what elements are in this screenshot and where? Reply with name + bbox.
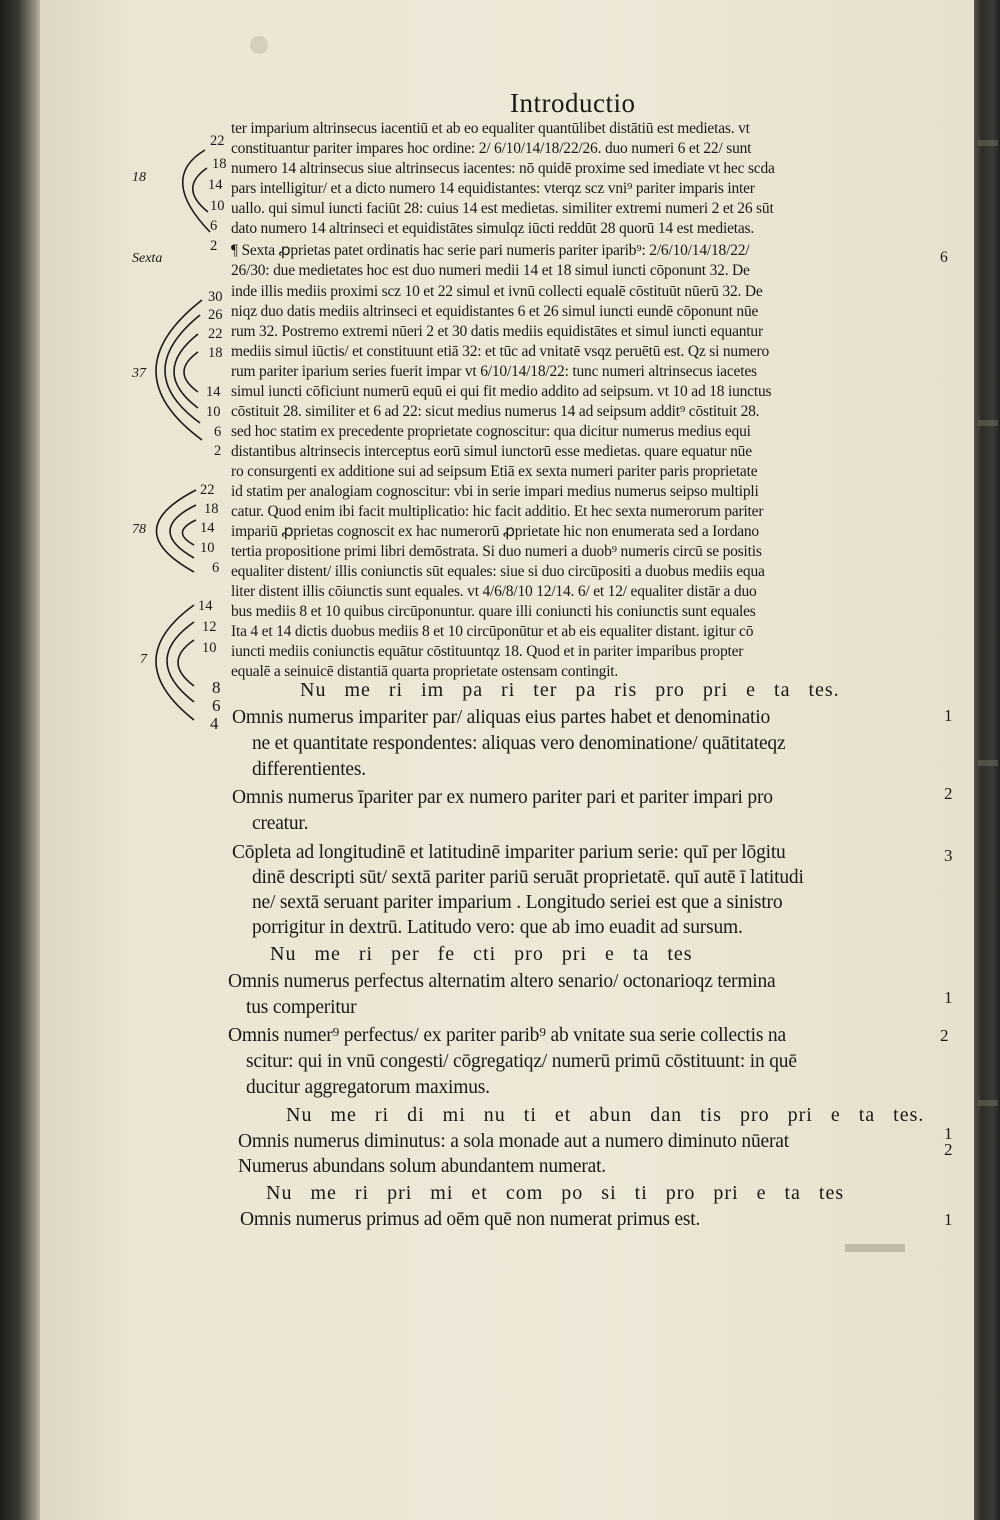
margin-note: 78 bbox=[132, 522, 146, 537]
text-line: distantibus altrinsecis interceptus eorū simul iunctorū esse medietas. quare equatur nūe bbox=[231, 443, 752, 460]
margin-note: Sexta bbox=[132, 251, 163, 266]
text-line: ne et quantitate respondentes: aliquas vero denominatione/ quātitateqz bbox=[252, 733, 786, 754]
diagram-number: 6 bbox=[210, 218, 218, 234]
text-line: Cōpleta ad longitudinē et latitudinē impariter parium serie: quī per lōgitu bbox=[232, 842, 786, 863]
diagram-number: 30 bbox=[208, 289, 223, 305]
text-line: ter imparium altrinsecus iacentiū et ab eo equaliter quantūlibet distātiū est medietas. vt bbox=[231, 120, 750, 137]
edge-mark bbox=[978, 420, 998, 426]
diagram-number: 22 bbox=[200, 482, 215, 498]
diagram-number: 18 bbox=[212, 156, 227, 172]
book-gutter bbox=[0, 0, 40, 1520]
text-line: 26/30: due medietates hoc est duo numeri medii 14 et 18 simul iuncti cōponunt 32. De bbox=[231, 262, 750, 279]
diagram-number: 10 bbox=[206, 404, 221, 420]
margin-number: 1 bbox=[944, 1124, 953, 1143]
diagram-number: 6 bbox=[212, 560, 220, 576]
text-line: Omnis numerus perfectus alternatim altero senario/ octonarioqz termina bbox=[228, 971, 776, 992]
diagram-number: 6 bbox=[212, 696, 221, 715]
ink-smudge bbox=[845, 1244, 905, 1252]
text-line: Ita 4 et 14 dictis duobus mediis 8 et 10 circūponūtur et ab eis equaliter distant. igitur cō bbox=[231, 623, 754, 640]
diagram-number: 18 bbox=[208, 345, 223, 361]
margin-note: 37 bbox=[132, 366, 146, 381]
running-head: Introductio bbox=[510, 88, 636, 118]
text-line: ne/ sextā seruant pariter imparium . Longitudo seriei est que a sinistro bbox=[252, 892, 783, 913]
diagram-number: 14 bbox=[208, 177, 223, 193]
diagram-number: 6 bbox=[214, 424, 222, 440]
diagram-number: 4 bbox=[210, 714, 219, 733]
text-line: cōstituit 28. similiter et 6 ad 22: sicut medius numerus 14 ad seipsum addit⁹ cōstituit 28. bbox=[231, 403, 760, 420]
text-line: rum 32. Postremo extremi nūeri 2 et 30 datis mediis equidistātes et simul iuncti equantur bbox=[231, 323, 763, 340]
diagram-number: 2 bbox=[210, 238, 218, 254]
margin-note: 7 bbox=[140, 652, 147, 667]
text-line: porrigitur in dextrū. Latitudo vero: que ab imo euadit ad sursum. bbox=[252, 917, 743, 938]
diagram-number: 26 bbox=[208, 307, 223, 323]
diagram-number: 14 bbox=[198, 598, 213, 614]
text-line: Omnis numer⁹ perfectus/ ex pariter parib⁹ ab vnitate sua serie collectis na bbox=[228, 1025, 786, 1046]
text-line: dinē descripti sūt/ sextā pariter pariū seruāt proprietatē. quī autē ī latitudi bbox=[252, 867, 804, 888]
diagram-number: 12 bbox=[202, 619, 217, 635]
section-heading: Nu me ri per fe cti pro pri e ta tes bbox=[270, 943, 693, 965]
margin-number: 1 bbox=[944, 988, 953, 1007]
diagram-number: 22 bbox=[210, 133, 225, 149]
text-line: Numerus abundans solum abundantem numerat. bbox=[238, 1156, 606, 1177]
text-line: tus comperitur bbox=[246, 997, 357, 1018]
text-line: dato numero 14 altrinseci et equidistātes simulqz iūcti reddūt 28 quorū 14 est medietas. bbox=[231, 220, 755, 237]
text-line: bus mediis 8 et 10 quibus circūponuntur. quare illi coniuncti his coniunctis sunt equales bbox=[231, 603, 756, 620]
edge-mark bbox=[978, 760, 998, 766]
text-line: ¶ Sexta ꝓprietas patet ordinatis hac serie pari numeris pariter iparib⁹: 2/6/10/14/18/22/ bbox=[231, 242, 750, 259]
text-line: rum pariter iparium series fuerit impar vt 6/10/14/18/22: tunc numeri altrinsecus iacetes bbox=[231, 363, 757, 380]
text-line: ducitur aggregatorum maximus. bbox=[246, 1077, 490, 1098]
margin-number: 2 bbox=[944, 784, 953, 803]
text-line: Omnis numerus diminutus: a sola monade aut a numero diminuto nūerat bbox=[238, 1131, 789, 1152]
text-line: catur. Quod enim ibi facit multiplicatio: hic facit additio. Et hec sexta numerorum pariter bbox=[231, 503, 764, 520]
diagram-number: 8 bbox=[212, 678, 221, 697]
margin-number: 1 bbox=[944, 1210, 953, 1229]
text-line: creatur. bbox=[252, 813, 309, 834]
section-heading: Nu me ri im pa ri ter pa ris pro pri e ta tes. bbox=[300, 679, 840, 701]
text-line: mediis simul iūctis/ et constituunt etiā 32: et tūc ad vnitatē vsqz peruētū est. Qz si numero bbox=[231, 343, 769, 360]
text-line: numero 14 altrinsecus siue altrinsecus iacentes: nō quidē proxime sed imediate vt hec scda bbox=[231, 160, 775, 177]
text-line: id statim per analogiam cognoscitur: vbi in serie impari medius numerus seipso multipli bbox=[231, 483, 759, 500]
text-line: equaliter distent/ illis coniunctis sūt equales: siue si duo circūpositi a duobus mediis equa bbox=[231, 563, 765, 580]
text-line: constituantur pariter impares hoc ordine: 2/ 6/10/14/18/22/26. duo numeri 6 et 22/ sunt bbox=[231, 140, 752, 157]
diagram-number: 22 bbox=[208, 326, 223, 342]
diagram-number: 18 bbox=[204, 501, 219, 517]
text-line: tertia propositione primi libri demōstrata. Si duo numeri a duob⁹ numeris circū se positis bbox=[231, 543, 762, 560]
text-line: differentientes. bbox=[252, 759, 366, 780]
margin-number: 1 bbox=[944, 706, 953, 725]
text-line: scitur: qui in vnū congesti/ cōgregatiqz/ numerū primū cōstituunt: in quē bbox=[246, 1051, 797, 1072]
diagram-number: 10 bbox=[202, 640, 217, 656]
text-line: equalē a seinuicē distantiā quarta proprietate ostensam contingit. bbox=[231, 663, 619, 680]
text-line: iuncti mediis coniunctis equātur cōstituuntqz 18. Quod et in pariter imparibus propter bbox=[231, 643, 744, 660]
margin-number: 6 bbox=[940, 249, 948, 266]
section-heading: Nu me ri pri mi et com po si ti pro pri e ta tes bbox=[266, 1182, 845, 1204]
diagram-number: 10 bbox=[210, 198, 225, 214]
diagram-number: 14 bbox=[206, 384, 221, 400]
margin-number: 2 bbox=[944, 1140, 953, 1159]
text-line: sed hoc statim ex precedente proprietate cognoscitur: qua dicitur numerus medius equi bbox=[231, 423, 751, 440]
margin-number: 2 bbox=[940, 1026, 949, 1045]
text-line: simul iuncti cōficiunt numerū equū ei qui fit medio addito ad seipsum. vt 10 ad 18 iunctus bbox=[231, 383, 772, 400]
margin-note: 18 bbox=[132, 170, 146, 185]
text-line: Omnis numerus īpariter par ex numero pariter pari et pariter impari pro bbox=[232, 787, 773, 808]
text-line: ro consurgenti ex additione sui ad seipsum Etiā ex sexta numeri pariter paris proprietate bbox=[231, 463, 758, 480]
text-line: Omnis numerus impariter par/ aliquas eius partes habet et denominatio bbox=[232, 707, 771, 728]
diagram-number: 2 bbox=[214, 443, 222, 459]
ink-smudge bbox=[250, 36, 268, 54]
text-line: uallo. qui simul iuncti faciūt 28: cuius 14 est medietas. similiter extremi numeri 2 et 26 sūt bbox=[231, 200, 774, 217]
text-line: pars intelligitur/ et a dicto numero 14 equidistantes: vterqz scz vni⁹ pariter imparis inter bbox=[231, 180, 755, 197]
edge-mark bbox=[978, 1100, 998, 1106]
diagram-number: 14 bbox=[200, 520, 215, 536]
text-line: Omnis numerus primus ad oēm quē non numerat primus est. bbox=[240, 1209, 701, 1230]
text-line: impariū ꝓprietas cognoscit ex hac numerorū ꝓprietate hic non enumerata sed a Iordano bbox=[231, 523, 759, 540]
edge-mark bbox=[978, 140, 998, 146]
text-line: niqz duo datis mediis altrinseci et equidistantes 6 et 26 simul iuncti eundē cōponunt nūe bbox=[231, 303, 759, 320]
margin-number: 3 bbox=[944, 846, 953, 865]
text-line: inde illis mediis proximi scz 10 et 22 simul et ivnū collecti equalē cōstituūt nūerū 32. De bbox=[231, 283, 763, 300]
text-line: liter distent illis cōiunctis sunt equales. vt 4/6/8/10 12/14. 6/ et 12/ equaliter distār a duo bbox=[231, 583, 757, 600]
section-heading: Nu me ri di mi nu ti et abun dan tis pro pri e ta tes. bbox=[286, 1104, 925, 1126]
diagram-number: 10 bbox=[200, 540, 215, 556]
